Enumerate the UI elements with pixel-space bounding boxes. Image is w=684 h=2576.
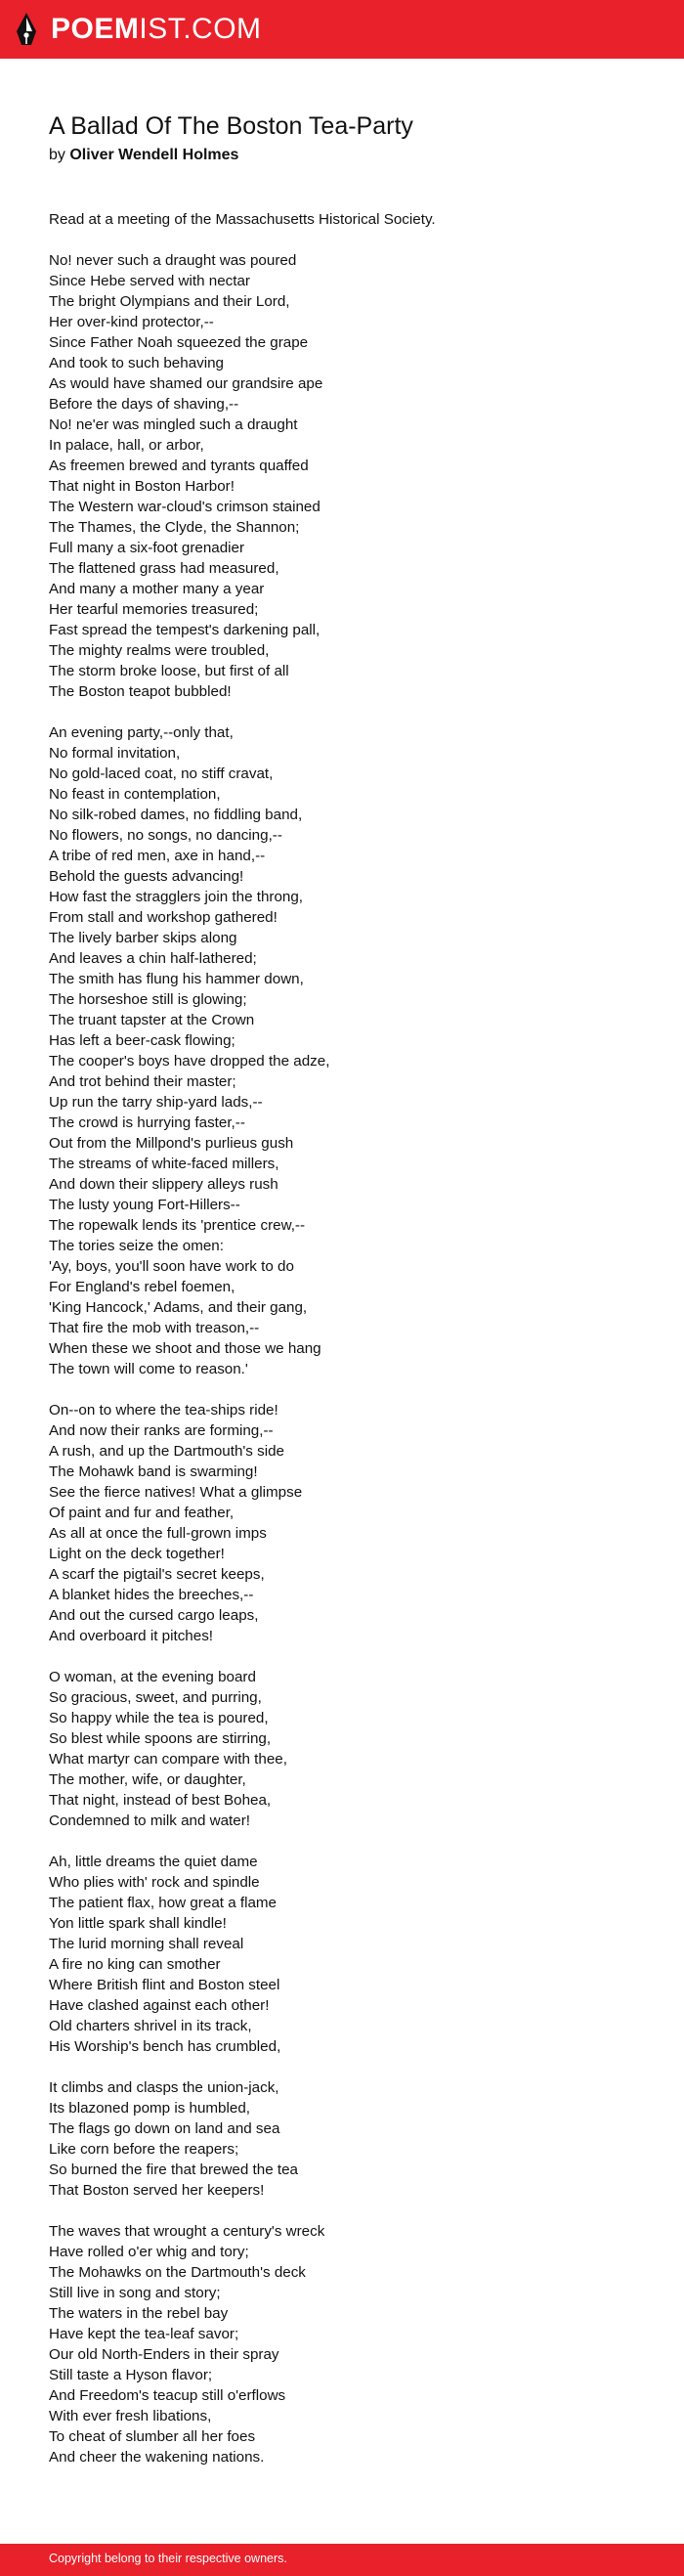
by-label: by [49,147,65,163]
poem-line: And Freedom's teacup still o'erflows [49,2387,286,2404]
poem-line: It climbs and clasps the union-jack, [49,2079,279,2096]
poem-line: That night in Boston Harbor! [49,478,235,495]
poem-stanza [49,1400,635,1646]
poem-line: Have rolled o'er whig and tory; [49,2244,249,2260]
poem-line: Has left a beer-cask flowing; [49,1032,235,1049]
site-header [0,0,684,59]
poem-line: No! never such a draught was poured [49,252,297,269]
poem-note [49,209,635,230]
poem-line: His Worship's bench has crumbled, [49,2038,281,2055]
poem-line: The bright Olympians and their Lord, [49,293,290,310]
poem-line: The cooper's boys have dropped the adze, [49,1053,330,1070]
poem-line: Before the days of shaving,-- [49,396,239,413]
poem-body [49,209,635,2467]
poem-line: The mother, wife, or daughter, [49,1771,246,1788]
poem-line: The truant tapster at the Crown [49,1012,255,1028]
poem-line: And out the cursed cargo leaps, [49,1607,259,1624]
poem-line: And overboard it pitches! [49,1628,214,1644]
poem-line: So blest while spoons are stirring, [49,1730,272,1747]
poem-line: The lusty young Fort-Hillers-- [49,1197,240,1213]
poem-stanza [49,250,635,702]
brand-name [51,13,262,46]
poem-line: Up run the tarry ship-yard lads,-- [49,1094,263,1111]
poem-line: From stall and workshop gathered! [49,909,278,926]
poem-line: Our old North-Enders in their spray [49,2346,279,2363]
poem-line: A fire no king can smother [49,1956,221,1973]
poem-stanza [49,1667,635,1831]
poem-line: Ah, little dreams the quiet dame [49,1854,258,1870]
poem-line: What martyr can compare with thee, [49,1751,287,1768]
poem-line: That fire the mob with treason,-- [49,1320,260,1336]
poem-line: Have clashed against each other! [49,1997,270,2014]
poem-stanza [49,2221,635,2467]
poem-line: No flowers, no songs, no dancing,-- [49,827,282,844]
poem-line: So gracious, sweet, and purring, [49,1689,262,1706]
poem-line: The Boston teapot bubbled! [49,683,232,700]
poem-line: Where British flint and Boston steel [49,1977,280,1993]
poem-line: The waves that wrought a century's wreck [49,2223,325,2240]
poem-line: The streams of white-faced millers, [49,1156,279,1172]
poem-line: On--on to where the tea-ships ride! [49,1402,278,1419]
poem-line: Still live in song and story; [49,2285,221,2301]
poem-line: Her tearful memories treasured; [49,601,259,618]
poem-line: The tories seize the omen: [49,1238,224,1254]
poem-line: And leaves a chin half-lathered; [49,950,257,967]
poem-stanza [49,2077,635,2201]
poem-line: Yon little spark shall kindle! [49,1915,227,1932]
poem-line: The flattened grass had measured, [49,560,279,577]
poem-line: The Mohawk band is swarming! [49,1463,258,1480]
poem-line: Old charters shrivel in its track, [49,2018,252,2034]
poem-line: As would have shamed our grandsire ape [49,375,323,392]
poem-line: As freemen brewed and tyrants quaffed [49,458,309,474]
poem-line: Behold the guests advancing! [49,868,244,885]
poem-line: To cheat of slumber all her foes [49,2428,256,2445]
brand-strong: POEM [51,13,140,45]
poem-line: For England's rebel foemen, [49,1279,235,1295]
brand-light: IST.COM [139,13,262,45]
poem-line: A scarf the pigtail's secret keeps, [49,1566,265,1583]
poem-line: An evening party,--only that, [49,724,234,741]
poem-line: Have kept the tea-leaf savor; [49,2326,239,2342]
poem-line: The crowd is hurrying faster,-- [49,1114,245,1131]
poem-line: How fast the stragglers join the throng, [49,889,304,905]
poem-line: Out from the Millpond's purlieus gush [49,1135,294,1152]
poem-line: Of paint and fur and feather, [49,1505,235,1521]
poem-line: The Mohawks on the Dartmouth's deck [49,2264,306,2281]
poem-line: Still taste a Hyson flavor; [49,2367,213,2383]
poem-line: Read at a meeting of the Massachusetts Historical Society. [49,211,436,228]
poem-line: Her over-kind protector,-- [49,314,214,330]
poem-line: Full many a six-foot grenadier [49,540,245,556]
poem-line: The ropewalk lends its 'prentice crew,-- [49,1217,306,1234]
poem-line: No! ne'er was mingled such a draught [49,416,298,433]
copyright-text: Copyright belong to their respective owners. [49,2552,287,2565]
poem-stanza [49,1852,635,2057]
author-link[interactable]: Oliver Wendell Holmes [69,147,239,163]
poem-line: Since Hebe served with nectar [49,273,250,289]
poem-line: See the fierce natives! What a glimpse [49,1484,303,1501]
poem-byline [49,145,635,166]
poem-line: The waters in the rebel bay [49,2305,229,2322]
poem-line: The Western war-cloud's crimson stained [49,499,321,515]
poem-line: And now their ranks are forming,-- [49,1422,274,1439]
poem-line: Condemned to milk and water! [49,1812,250,1829]
poem-line: A blanket hides the breeches,-- [49,1587,254,1603]
poem-line: When these we shoot and those we hang [49,1340,321,1357]
poem-line: And down their slippery alleys rush [49,1176,278,1193]
poem-line: Its blazoned pomp is humbled, [49,2100,250,2117]
poem-line: O woman, at the evening board [49,1669,256,1685]
site-footer [0,2544,684,2576]
poem-line: That night, instead of best Bohea, [49,1792,272,1809]
poem-stanza [49,722,635,1379]
poem-line: 'King Hancock,' Adams, and their gang, [49,1299,308,1316]
poem-line: The storm broke loose, but first of all [49,663,289,679]
poem-line: Light on the deck together! [49,1546,225,1562]
poem-line: With ever fresh libations, [49,2408,212,2424]
poem-line: The town will come to reason.' [49,1361,248,1377]
poem-line: In palace, hall, or arbor, [49,437,204,454]
poem-line: And cheer the wakening nations. [49,2449,265,2466]
poem-line: The flags go down on land and sea [49,2120,280,2137]
poem-line: No feast in contemplation, [49,786,221,803]
poem-line: A tribe of red men, axe in hand,-- [49,848,266,864]
poem-line: The lurid morning shall reveal [49,1936,244,1952]
site-logo[interactable] [16,12,262,47]
poem-line: As all at once the full-grown imps [49,1525,267,1542]
pen-nib-icon [16,12,37,47]
poem-line: 'Ay, boys, you'll soon have work to do [49,1258,294,1275]
poem-line: Who plies with' rock and spindle [49,1874,260,1891]
poem-line: The horseshoe still is glowing; [49,991,247,1008]
poem-line: And many a mother many a year [49,581,265,597]
poem-line: The patient flax, how great a flame [49,1895,278,1911]
poem-line: Like corn before the reapers; [49,2141,239,2158]
poem-line: And trot behind their master; [49,1073,236,1090]
poem-line: The mighty realms were troubled, [49,642,270,659]
poem-line: Fast spread the tempest's darkening pall, [49,622,321,638]
poem-line: No formal invitation, [49,745,181,762]
poem-line: So burned the fire that brewed the tea [49,2161,298,2178]
poem-line: That Boston served her keepers! [49,2182,265,2199]
poem-line: And took to such behaving [49,355,225,371]
poem-line: The Thames, the Clyde, the Shannon; [49,519,300,536]
poem-content [49,109,635,2488]
poem-line: A rush, and up the Dartmouth's side [49,1443,284,1460]
poem-line: No silk-robed dames, no fiddling band, [49,807,303,823]
poem-line: Since Father Noah squeezed the grape [49,334,309,351]
poem-title: A Ballad Of The Boston Tea-Party [49,112,413,140]
poem-line: No gold-laced coat, no stiff cravat, [49,765,274,782]
poem-line: The lively barber skips along [49,930,237,946]
poem-line: So happy while the tea is poured, [49,1710,269,1726]
poem-line: The smith has flung his hammer down, [49,971,304,987]
